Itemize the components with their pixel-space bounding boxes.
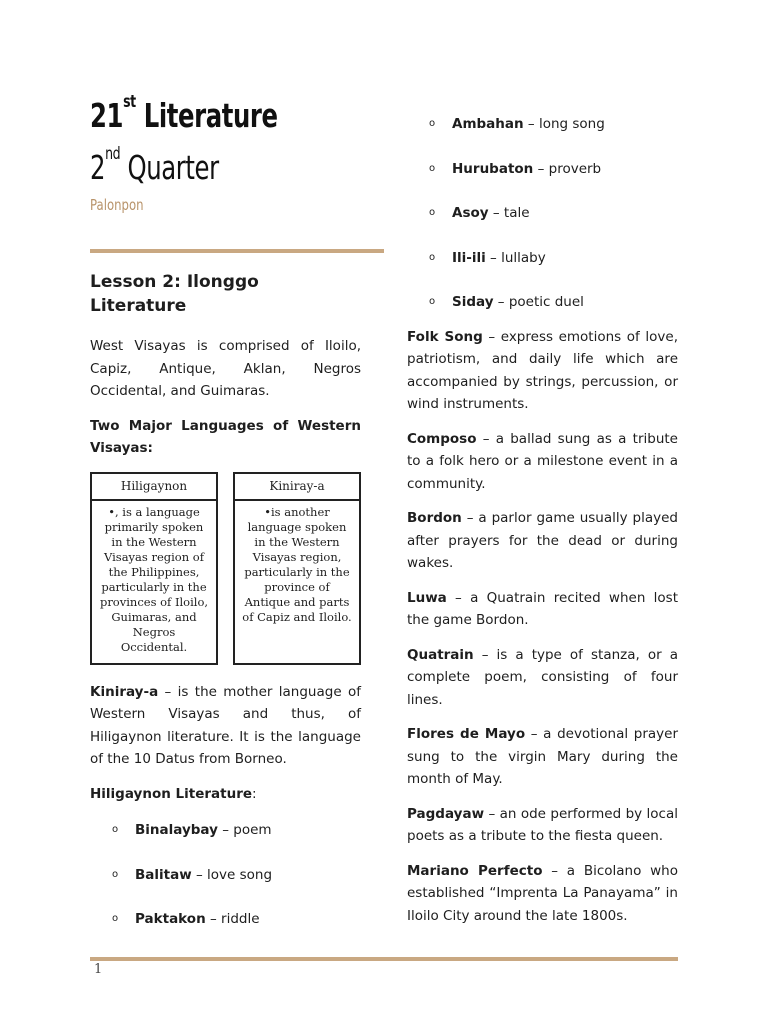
language-box-body: •, is a language primarily spoken in the Western Visayas region of the Philippines, particularly in the provinces of Iloilo, Guimaras, and Negros Occidental. [99,504,209,654]
definition-paragraph: Quatrain – is a type of stanza, or a complete poem, consisting of four lines. [407,646,678,708]
definition-paragraph: Flores de Mayo – a devotional prayer sung to the virgin Mary during the month of May. [407,726,678,787]
definition-paragraph: Mariano Perfecto – a Bicolano who established “Imprenta La Panayama” in Iloilo City around the late 1800s. [407,862,678,924]
left-column [90,270,361,953]
definition-paragraph: Bordon – a parlor game usually played after prayers for the dead or during wakes. [407,510,678,571]
language-box-kiniraya [233,472,361,665]
bullet-marker: o [429,207,436,218]
footer-divider [90,957,678,961]
definition-paragraph: Folk Song – express emotions of love, patriotism, and daily life which are accompanied by strings, percussion, or wind instruments. [407,328,678,412]
bullet-marker: o [112,824,119,835]
right-column [407,113,678,939]
languages-heading: Two Major Languages of Western Visayas: [90,417,361,456]
document-quarter: 2nd Quarter [90,144,219,187]
hiligaynon-literature-heading: Hiligaynon Literature: [90,785,257,802]
definition-paragraph: Pagdayaw – an ode performed by local poets as a tribute to the fiesta queen. [407,805,678,844]
bullet-marker: o [429,162,436,174]
language-boxes [90,472,361,665]
document-subtitle: Palonpon [90,196,144,214]
list-item: o Balitaw – love song [112,864,361,887]
document-title: 21st Literature [90,92,278,135]
header-divider [90,249,384,253]
list-item: o Ambahan – long song [429,113,678,136]
list-item: o Binalaybay – poem [112,819,361,842]
definition-paragraph: Luwa – a Quatrain recited when lost the game Bordon. [407,589,678,628]
language-box-hiligaynon [90,472,218,665]
list-item: o Siday – poetic duel [429,291,678,314]
right-bullet-list [429,113,678,314]
bullet-marker: o [112,913,119,924]
bullet-marker: o [429,251,436,263]
kiniraya-paragraph: Kiniray-a – is the mother language of Western Visayas and thus, of Hiligaynon literature. It is the language of the 10 Datus from Borneo. [90,683,361,767]
page-number: 1 [94,962,103,977]
bullet-marker: o [429,118,436,129]
language-box-title: Hiligaynon [92,474,216,501]
intro-paragraph: West Visayas is comprised of Iloilo, Capiz, Antique, Aklan, Negros Occidental, and Guimaras. [90,338,361,399]
language-box-body: •is another language spoken in the Western Visayas region, particularly in the province of Antique and parts of Capiz and Iloilo. [242,504,352,624]
definition-paragraph: Composo – a ballad sung as a tribute to a folk hero or a milestone event in a community. [407,430,678,492]
list-item: o Asoy – tale [429,202,678,225]
bullet-marker: o [112,868,119,880]
bullet-marker: o [429,296,436,307]
lesson-title: Lesson 2: Ilonggo Literature [90,272,259,316]
language-box-title: Kiniray-a [235,474,359,501]
list-item: o Paktakon – riddle [112,908,361,931]
left-bullet-list [112,819,361,931]
list-item: o Hurubaton – proverb [429,158,678,181]
list-item: o Ili-ili – lullaby [429,247,678,270]
